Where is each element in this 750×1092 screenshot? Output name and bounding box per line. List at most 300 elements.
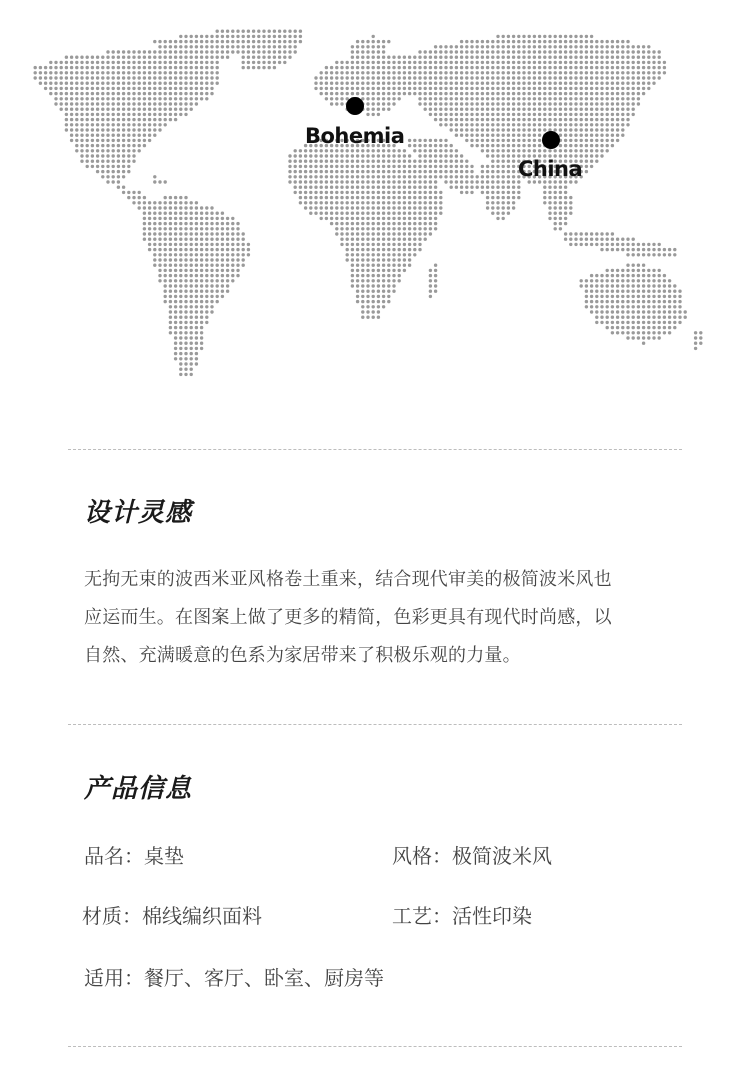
map-dot [184,336,187,339]
map-dot [455,186,458,189]
map-dot [236,45,239,48]
map-dot [351,279,354,282]
map-dot [169,305,172,308]
map-dot [231,30,234,33]
map-dot [138,191,141,194]
map-dot [652,82,655,85]
map-dot [663,326,666,329]
map-dot [481,139,484,142]
map-dot [481,97,484,100]
map-dot [366,108,369,111]
map-dot [398,232,401,235]
map-dot [190,316,193,319]
map-dot [366,248,369,251]
map-dot [112,160,115,163]
map-dot [554,108,557,111]
map-dot [361,66,364,69]
map-dot [184,87,187,90]
map-dot [626,61,629,64]
map-dot [96,123,99,126]
map-dot [314,206,317,209]
map-dot [424,160,427,163]
map-dot [283,35,286,38]
map-dot [600,144,603,147]
map-dot [580,56,583,59]
map-dot [408,175,411,178]
map-dot [195,97,198,100]
map-dot [517,97,520,100]
map-dot [522,97,525,100]
map-dot [392,87,395,90]
map-dot [522,102,525,105]
map-dot [590,82,593,85]
map-dot [564,102,567,105]
map-dot [502,196,505,199]
map-dot [106,170,109,173]
map-dot [174,40,177,43]
map-dot [512,56,515,59]
map-dot [273,50,276,53]
map-dot [294,154,297,157]
map-dot [366,160,369,163]
map-dot [335,196,338,199]
map-dot [174,331,177,334]
map-dot [153,180,156,183]
map-dot [164,253,167,256]
map-dot [522,149,525,152]
map-dot [496,139,499,142]
map-dot [632,290,635,293]
map-dot [299,35,302,38]
map-dot [554,61,557,64]
map-dot [117,97,120,100]
map-dot [481,92,484,95]
map-dot [564,61,567,64]
map-dot [148,92,151,95]
map-dot [101,149,104,152]
map-dot [361,165,364,168]
map-dot [548,149,551,152]
map-dot [138,201,141,204]
map-dot [91,123,94,126]
map-dot [460,76,463,79]
map-dot [372,180,375,183]
map-dot [314,212,317,215]
map-dot [148,50,151,53]
map-dot [205,269,208,272]
map-dot [398,222,401,225]
map-dot [626,269,629,272]
map-dot [637,326,640,329]
map-dot [127,113,130,116]
map-dot [283,50,286,53]
map-dot [408,206,411,209]
map-dot [548,212,551,215]
map-dot [678,316,681,319]
map-dot [502,175,505,178]
map-dot [491,87,494,90]
map-dot [491,92,494,95]
map-dot [112,149,115,152]
map-dot [507,113,510,116]
map-dot [606,123,609,126]
map-dot [122,71,125,74]
map-dot [522,128,525,131]
map-dot [278,40,281,43]
map-dot [356,269,359,272]
map-dot [502,76,505,79]
map-dot [496,128,499,131]
map-dot [132,134,135,137]
map-dot [340,232,343,235]
map-dot [184,295,187,298]
map-dot [637,310,640,313]
map-dot [148,248,151,251]
map-dot [340,227,343,230]
map-dot [398,212,401,215]
map-dot [382,290,385,293]
map-dot [632,321,635,324]
map-dot [210,212,213,215]
map-dot [590,113,593,116]
map-dot [283,56,286,59]
map-dot [611,310,614,313]
map-dot [496,87,499,90]
map-dot [132,66,135,69]
map-dot [54,102,57,105]
map-dot [548,56,551,59]
map-dot [34,71,37,74]
map-dot [450,76,453,79]
map-dot [299,154,302,157]
map-dot [668,321,671,324]
map-dot [564,76,567,79]
map-dot [429,170,432,173]
map-dot [283,30,286,33]
map-dot [606,102,609,105]
map-dot [595,243,598,246]
dotted-world-map [0,0,750,400]
map-dot [647,87,650,90]
map-dot [642,248,645,251]
map-dot [112,108,115,111]
map-dot [210,274,213,277]
map-dot [538,123,541,126]
map-dot [335,201,338,204]
map-dot [564,82,567,85]
map-dot [39,66,42,69]
map-dot [559,227,562,230]
map-dot [476,76,479,79]
map-dot [361,45,364,48]
map-dot [408,165,411,168]
map-dot [429,66,432,69]
map-dot [481,76,484,79]
map-dot [559,108,562,111]
map-dot [195,206,198,209]
map-dot [574,232,577,235]
map-dot [190,40,193,43]
map-dot [372,274,375,277]
map-dot [351,154,354,157]
map-dot [190,373,193,376]
map-dot [356,191,359,194]
map-dot [606,248,609,251]
map-dot [658,321,661,324]
map-dot [632,279,635,282]
map-dot [439,175,442,178]
map-dot [184,342,187,345]
map-dot [346,92,349,95]
map-dot [158,258,161,261]
map-dot [200,232,203,235]
map-dot [600,290,603,293]
map-dot [595,61,598,64]
map-dot [408,66,411,69]
map-dot [372,97,375,100]
map-dot [164,222,167,225]
map-dot [450,45,453,48]
map-dot [314,201,317,204]
map-dot [153,123,156,126]
map-dot [117,92,120,95]
map-dot [559,212,562,215]
map-dot [647,76,650,79]
map-dot [106,139,109,142]
map-dot [96,149,99,152]
map-dot [106,160,109,163]
map-dot [569,144,572,147]
map-dot [528,149,531,152]
map-dot [236,40,239,43]
map-dot [54,76,57,79]
map-dot [351,227,354,230]
map-dot [148,128,151,131]
map-dot [424,212,427,215]
map-dot [642,321,645,324]
map-dot [309,149,312,152]
map-dot [486,102,489,105]
map-dot [169,290,172,293]
map-dot [585,160,588,163]
map-dot [392,206,395,209]
map-dot [595,160,598,163]
map-dot [632,50,635,53]
map-dot [190,347,193,350]
map-dot [585,243,588,246]
map-dot [424,232,427,235]
map-dot [372,238,375,241]
map-dot [112,76,115,79]
map-dot [626,290,629,293]
map-dot [590,40,593,43]
map-dot [606,66,609,69]
map-dot [195,82,198,85]
map-dot [158,232,161,235]
map-dot [174,342,177,345]
map-dot [491,40,494,43]
map-dot [169,212,172,215]
map-dot [75,149,78,152]
map-dot [190,232,193,235]
map-dot [112,82,115,85]
map-dot [372,92,375,95]
map-dot [164,217,167,220]
map-dot [590,97,593,100]
map-dot [455,97,458,100]
map-dot [600,274,603,277]
map-dot [538,92,541,95]
map-dot [49,66,52,69]
map-dot [361,201,364,204]
map-dot [590,45,593,48]
map-dot [392,97,395,100]
map-dot [314,180,317,183]
map-dot [184,97,187,100]
map-dot [346,186,349,189]
map-dot [538,118,541,121]
map-dot [382,108,385,111]
map-dot [200,342,203,345]
map-dot [626,284,629,287]
map-dot [652,50,655,53]
map-dot [184,305,187,308]
map-dot [174,222,177,225]
map-dot [382,56,385,59]
map-dot [663,305,666,308]
map-dot [517,118,520,121]
map-dot [75,108,78,111]
map-dot [366,102,369,105]
map-dot [216,45,219,48]
map-dot [351,170,354,173]
map-dot [418,149,421,152]
map-dot [418,61,421,64]
map-dot [184,50,187,53]
map-dot [632,274,635,277]
map-dot [184,35,187,38]
map-dot [96,144,99,147]
map-dot [148,227,151,230]
map-dot [460,180,463,183]
map-dot [387,222,390,225]
map-dot [164,243,167,246]
map-dot [595,305,598,308]
map-dot [403,206,406,209]
map-dot [60,108,63,111]
map-dot [585,295,588,298]
map-dot [502,186,505,189]
map-dot [652,326,655,329]
map-dot [543,92,546,95]
map-dot [652,66,655,69]
map-dot [476,40,479,43]
map-dot [590,87,593,90]
map-dot [122,165,125,168]
map-dot [585,108,588,111]
map-dot [590,123,593,126]
map-dot [616,128,619,131]
map-dot [112,180,115,183]
map-dot [138,118,141,121]
map-dot [132,87,135,90]
map-dot [195,274,198,277]
map-dot [637,279,640,282]
map-dot [460,191,463,194]
map-dot [606,310,609,313]
map-dot [127,160,130,163]
map-dot [174,269,177,272]
map-dot [351,191,354,194]
map-dot [606,300,609,303]
map-dot [221,253,224,256]
map-dot [200,50,203,53]
map-dot [138,144,141,147]
map-dot [595,139,598,142]
map-dot [512,144,515,147]
map-dot [528,134,531,137]
map-dot [538,113,541,116]
map-dot [112,87,115,90]
map-dot [205,92,208,95]
map-dot [580,92,583,95]
map-dot [169,274,172,277]
map-dot [424,186,427,189]
map-dot [606,326,609,329]
map-dot [652,336,655,339]
map-dot [616,123,619,126]
map-dot [559,217,562,220]
map-dot [200,284,203,287]
map-dot [496,71,499,74]
map-dot [387,217,390,220]
map-dot [408,82,411,85]
map-dot [668,305,671,308]
map-dot [460,56,463,59]
map-dot [652,243,655,246]
map-dot [216,232,219,235]
map-dot [179,253,182,256]
map-dot [340,243,343,246]
map-dot [637,50,640,53]
map-dot [403,160,406,163]
map-dot [434,196,437,199]
map-dot [647,326,650,329]
map-dot [288,165,291,168]
map-dot [309,154,312,157]
map-dot [143,238,146,241]
map-dot [543,108,546,111]
map-dot [179,258,182,261]
map-dot [164,264,167,267]
map-dot [481,61,484,64]
map-dot [429,61,432,64]
map-dot [595,154,598,157]
map-dot [70,123,73,126]
map-dot [200,243,203,246]
map-dot [585,170,588,173]
map-dot [122,66,125,69]
map-dot [611,248,614,251]
map-dot [340,149,343,152]
map-dot [200,295,203,298]
map-dot [106,92,109,95]
map-dot [122,108,125,111]
map-dot [174,227,177,230]
map-dot [600,316,603,319]
map-dot [673,310,676,313]
map-dot [112,134,115,137]
